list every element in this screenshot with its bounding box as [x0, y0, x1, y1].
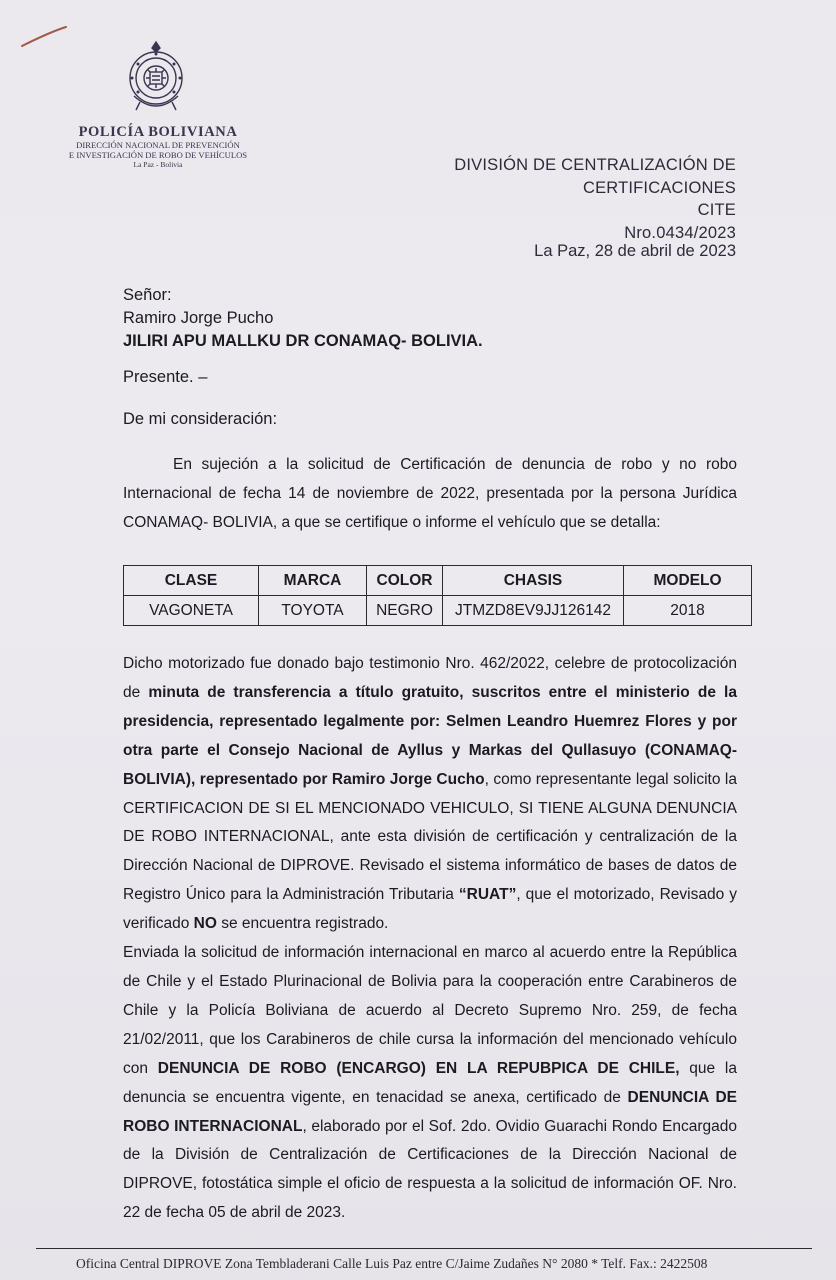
division-line-2: CERTIFICACIONES	[582, 178, 736, 197]
footer-divider	[36, 1248, 812, 1249]
cite-number: Nro.0434/2023	[624, 223, 736, 242]
text-run: se encuentra registrado.	[216, 915, 389, 933]
table-row	[124, 596, 752, 626]
presente-line: Presente. –	[123, 368, 208, 386]
cell-marca: TOYOTA	[259, 596, 367, 626]
vehicle-table-header-row	[124, 566, 752, 596]
text-run: , como representante legal solicito la CERTIFICACION DE SI EL MENCIONADO VEHICULO, SI TIENE ALGUNA DENUNCIA DE ROBO INTERNACIONAL, ante esta división de certificación y centralización de la Dirección Nacional de DIPROVE. Revisado el sistema informático de bases de datos de Registro Único para la Administración Tributaria	[123, 770, 737, 904]
bold-run: DENUNCIA DE ROBO INTERNACIONAL	[123, 1088, 737, 1135]
division-line-3: CITE	[697, 201, 736, 219]
recipient-name: Ramiro Jorge Pucho	[123, 309, 274, 327]
column-header-clase: CLASE	[124, 566, 259, 596]
cell-clase: VAGONETA	[124, 596, 259, 626]
org-subtitle-2: E INVESTIGACIÓN DE ROBO DE VEHÍCULOS	[68, 150, 248, 160]
column-header-modelo: MODELO	[624, 566, 752, 596]
recipient-block	[123, 284, 483, 353]
greeting-line: De mi consideración:	[123, 410, 278, 428]
letter-body	[123, 650, 737, 1228]
footer-address: Oficina Central DIPROVE Zona Tembladerani Calle Luis Paz entre C/Jaime Zudañes N° 2080 * Telf. Fax.: 2422508	[76, 1256, 708, 1271]
text-run: , elaborado por el Sof. 2do. Ovidio Guarachi Rondo Encargado de la División de Centralización de Certificaciones de la Dirección Nacional de DIPROVE, fotostática simple el oficio de respuesta a la solicitud de información OF. Nro. 22 de fecha 05 de abril de 2023.	[123, 1117, 737, 1222]
bold-run: DENUNCIA DE ROBO (ENCARGO) EN LA REPUBPICA DE CHILE,	[157, 1059, 680, 1077]
column-header-marca: MARCA	[259, 566, 367, 596]
org-subtitle-1: DIRECCIÓN NACIONAL DE PREVENCIÓN	[76, 140, 240, 150]
text-run: Enviada la solicitud de información internacional en marco al acuerdo entre la República de Chile y el Estado Plurinacional de Bolivia para la cooperación entre Carabineros de Chile y la Policía Boliviana de acuerdo al Decreto Supremo Nro. 259, de fecha 21/02/2011, que los Carabineros de chile cursa la información del mencionado vehículo con	[123, 944, 737, 1077]
intro-text: En sujeción a la solicitud de Certificación de denuncia de robo y no robo Internacional de fecha 14 de noviembre de 2022, presentada por la persona Jurídica CONAMAQ- BOLIVIA, a que se certifique o informe el vehículo que se detalla:	[123, 456, 737, 531]
org-name: POLICÍA BOLIVIANA	[78, 124, 238, 140]
column-header-color: COLOR	[367, 566, 443, 596]
letterhead-organization	[40, 124, 276, 170]
police-crest-icon	[124, 40, 188, 118]
bold-run: minuta de transferencia a título gratuito, suscritos entre el ministerio de la presidencia, representado legalmente por: Selmen Leandro Huemrez Flores y por otra parte el Consejo Nacional de Ayllus y Markas del Qullasuyo (CONAMAQ-BOLIVIA), representado por Ramiro Jorge Cucho	[123, 683, 737, 788]
division-line-1: DIVISIÓN DE CENTRALIZACIÓN DE	[454, 156, 736, 174]
letter-date: La Paz, 28 de abril de 2023	[534, 242, 736, 260]
recipient-title: JILIRI APU MALLKU DR CONAMAQ- BOLIVIA.	[123, 332, 483, 350]
text-run: , que el motorizado, Revisado y verificado	[123, 886, 737, 933]
pen-stroke-mark	[20, 24, 70, 50]
body-paragraph-2	[123, 939, 737, 1228]
intro-paragraph	[123, 450, 737, 537]
bold-run: “RUAT”	[458, 886, 517, 904]
org-city: La Paz - Bolivia	[133, 160, 183, 169]
body-paragraph-1	[123, 650, 737, 939]
column-header-chasis: CHASIS	[443, 566, 624, 596]
vehicle-table	[123, 565, 752, 626]
text-run: Dicho motorizado fue donado bajo testimonio Nro. 462/2022, celebre de protocolización de	[123, 655, 737, 701]
cell-modelo: 2018	[624, 596, 752, 626]
cell-chasis: JTMZD8EV9JJ126142	[443, 596, 624, 626]
division-reference	[454, 154, 736, 244]
cell-color: NEGRO	[367, 596, 443, 626]
text-run: que la denuncia se encuentra vigente, en tenacidad se anexa, certificado de	[123, 1059, 737, 1106]
bold-run: NO	[193, 915, 217, 933]
recipient-salutation: Señor:	[123, 286, 172, 304]
